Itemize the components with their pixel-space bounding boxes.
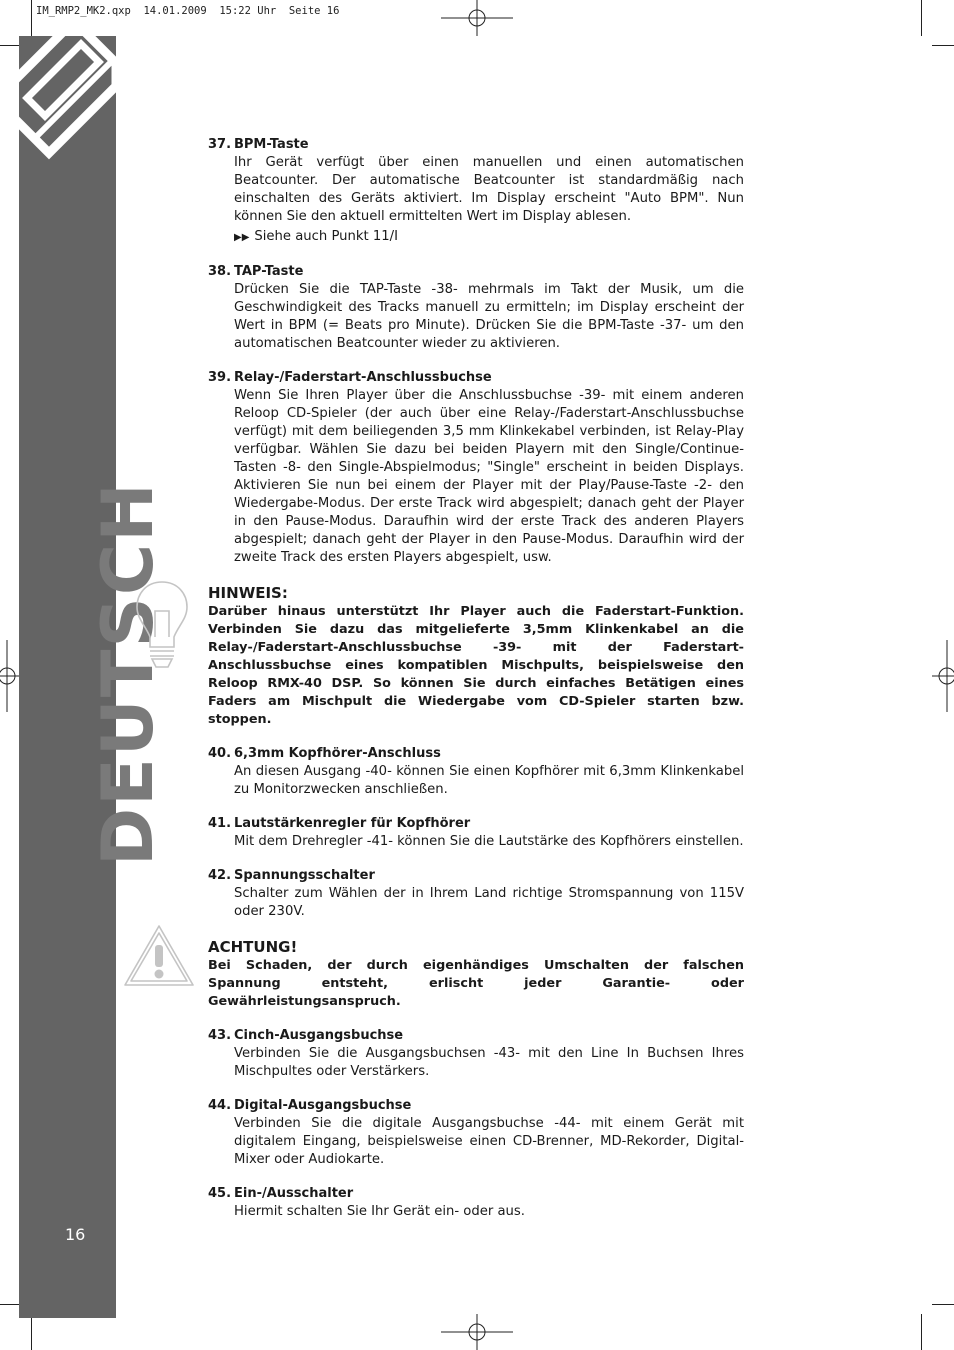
section-heading: 44. Digital-Ausgangsbuchse xyxy=(208,1098,412,1113)
crop-mark xyxy=(31,0,32,36)
fast-forward-icon: ▶▶ xyxy=(234,232,250,243)
section-heading: 41. Lautstärkenregler für Kopfhörer xyxy=(208,816,471,831)
registration-mark-icon xyxy=(932,640,954,712)
crop-mark xyxy=(31,1314,32,1350)
section-44 xyxy=(208,1097,744,1169)
section-body: An diesen Ausgang -40- können Sie einen Kopfhörer mit 6,3mm Klinkenkabel zu Monitorzwecken anschließen. xyxy=(234,764,744,797)
section-body: Hiermit schalten Sie Ihr Gerät ein- oder aus. xyxy=(234,1204,525,1219)
note-title: ACHTUNG! xyxy=(208,938,298,956)
note-body: Darüber hinaus unterstützt Ihr Player auch die Faderstart-Funktion. Verbinden Sie dazu das mitgelieferte 3,5mm Klinkenkabel an die Relay-/Faderstart-Anschlussbuchse -39- mit der Faderstart-Anschlussbuchse eines kompatiblen Mischpults, beispielsweise den Reloop RMX-40 DSP. So können Sie durch einfaches Betätigen eines Faders am Mischpult die Wiedergabe vom CD-Spieler starten bzw. stoppen. xyxy=(208,604,744,727)
section-heading: 45. Ein-/Ausschalter xyxy=(208,1186,354,1201)
section-heading: 37. BPM-Taste xyxy=(208,137,309,152)
see-also: ▶▶ Siehe auch Punkt 11/I xyxy=(234,229,398,244)
section-38 xyxy=(208,263,744,353)
section-heading: 39. Relay-/Faderstart-Anschlussbuchse xyxy=(208,370,492,385)
print-header: IM_RMP2_MK2.qxp 14.01.2009 15:22 Uhr Seite 16 xyxy=(36,5,340,17)
note-body: Bei Schaden, der durch eigenhändiges Umschalten der falschen Spannung entsteht, erlischt jeder Garantie- oder Gewährleistungsanspruch. xyxy=(208,958,744,1009)
registration-mark-icon xyxy=(441,1314,513,1350)
sidebar xyxy=(19,36,169,1318)
section-39 xyxy=(208,369,744,567)
manual-content xyxy=(208,136,744,1237)
light-bulb-icon xyxy=(134,579,190,671)
section-body: Mit dem Drehregler -41- können Sie die Lautstärke des Kopfhörers einstellen. xyxy=(234,834,744,849)
section-body: Wenn Sie Ihren Player über die Anschlussbuchse -39- mit einem anderen Reloop CD-Spieler (der auch über eine Relay-/Faderstart-Anschlussbuchse verfügt) mit dem beiliegenden 3,5 mm Klinkekabel verbinden, ist Relay-Play verfügbar. Wählen Sie dazu bei beiden Playern mit den Single/Continue-Tasten -8- den Single-Abspielmodus; "Single" erscheint in beiden Displays. Aktivieren Sie nun bei einem der Player mit der Play/Pause-Taste -2- den Wiedergabe-Modus. Der erste Track wird abgespielt; danach geht der Player in den Pause-Modus. Daraufhin wird der erste Track des anderen Players abgespielt; danach geht der Player in den Pause-Modus. Daraufhin wird der zweite Track des ersten Players abgespielt, usw. xyxy=(234,388,744,565)
section-body: Drücken Sie die TAP-Taste -38- mehrmals im Takt der Musik, um die Geschwindigkeit des Tracks manuell zu ermitteln; im Display erscheint der Wert in BPM (= Beats pro Minute). Drücken Sie die BPM-Taste -37- um den automatischen Beatcounter wieder zu aktivieren. xyxy=(234,282,744,351)
crop-mark xyxy=(921,0,922,36)
section-body: Verbinden Sie die digitale Ausgangsbuchse -44- mit einem Gerät mit digitalem Eingang, beispielsweise einen CD-Brenner, MD-Rekorder, Digital-Mixer oder Audiokarte. xyxy=(234,1116,744,1167)
section-body: Ihr Gerät verfügt über einen manuellen und einen automatischen Beatcounter. Der automatische Beatcounter ist standardmäßig nach einschalten des Geräts aktiviert. Im Display erscheint "Auto BPM". Nun können Sie den aktuell ermittelten Wert im Display ablesen. xyxy=(234,155,744,224)
section-40 xyxy=(208,745,744,799)
achtung-note xyxy=(208,937,744,1011)
section-37 xyxy=(208,136,744,247)
section-heading: 42. Spannungsschalter xyxy=(208,868,375,883)
crop-mark xyxy=(921,1314,922,1350)
crop-mark xyxy=(932,45,954,46)
section-heading: 38. TAP-Taste xyxy=(208,264,304,279)
note-title: HINWEIS: xyxy=(208,584,288,602)
section-43 xyxy=(208,1027,744,1081)
section-heading: 43. Cinch-Ausgangsbuchse xyxy=(208,1028,404,1043)
section-42 xyxy=(208,867,744,921)
section-41 xyxy=(208,815,744,851)
brand-logo-icon xyxy=(19,36,116,166)
section-body: Verbinden Sie die Ausgangsbuchsen -43- mit den Line In Buchsen Ihres Mischpultes oder Verstärkers. xyxy=(234,1046,744,1079)
registration-mark-icon xyxy=(441,0,513,36)
warning-icon xyxy=(122,923,196,989)
page-number: 16 xyxy=(65,1225,86,1244)
section-45 xyxy=(208,1185,744,1221)
section-body: Schalter zum Wählen der in Ihrem Land richtige Stromspannung von 115V oder 230V. xyxy=(234,886,744,919)
crop-mark xyxy=(932,1304,954,1305)
hinweis-note xyxy=(208,583,744,729)
language-label: DEUTSCH xyxy=(87,481,169,866)
section-heading: 40. 6,3mm Kopfhörer-Anschluss xyxy=(208,746,441,761)
